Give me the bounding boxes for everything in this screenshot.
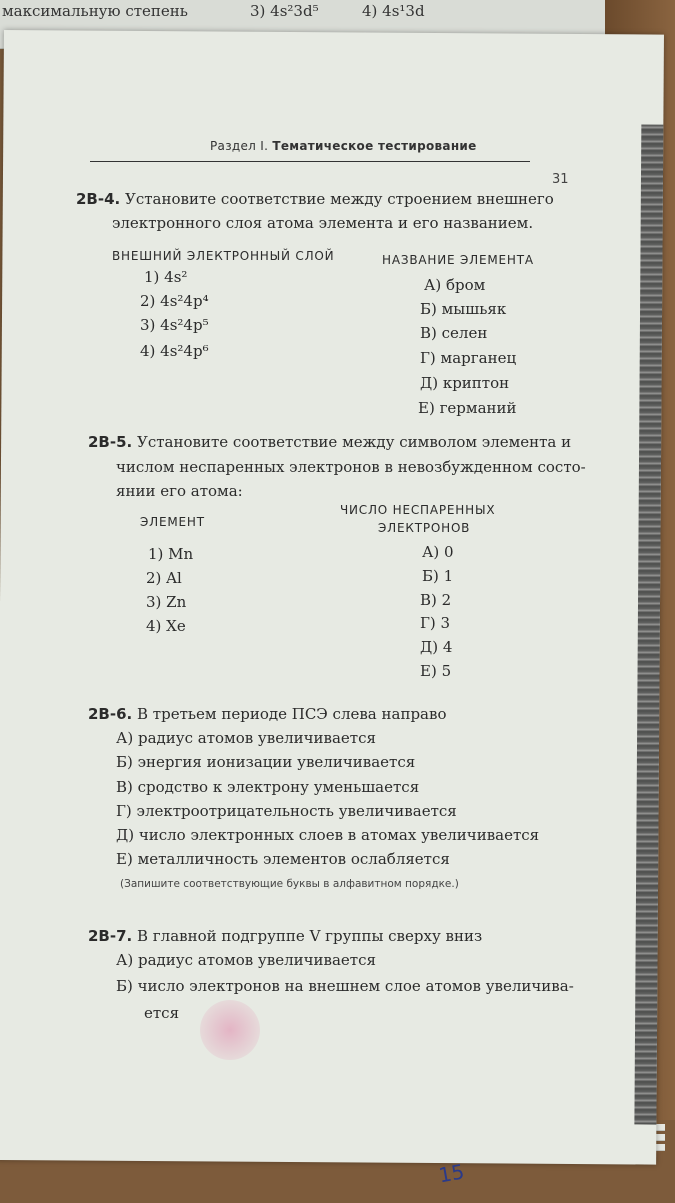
q5-left-4: 4) Xe xyxy=(146,617,186,635)
q7-option-b-cont: ется xyxy=(144,1004,180,1022)
q6-number: 2В-6. xyxy=(88,705,133,723)
q5-line2: числом неспаренных электронов в невозбужденном состо- xyxy=(116,458,586,476)
running-header xyxy=(90,137,530,162)
underlying-text-2: 3) 4s²3d⁵ xyxy=(250,2,319,20)
q7-option-b: Б) число электронов на внешнем слое атомов увеличива- xyxy=(116,977,574,995)
q4-col2-title: НАЗВАНИЕ ЭЛЕМЕНТА xyxy=(382,253,534,267)
q5-col2-title-1: ЧИСЛО НЕСПАРЕННЫХ xyxy=(340,503,496,517)
q4-left-4: 4) 4s²4p⁶ xyxy=(140,342,209,360)
ink-smudge xyxy=(200,1000,260,1060)
q6-line1: 2В-6. В третьем периоде ПСЭ слева направо xyxy=(88,705,447,723)
q4-right-5: Д) криптон xyxy=(420,374,510,392)
q5-right-2: Б) 1 xyxy=(422,567,454,585)
q4-right-4: Г) марганец xyxy=(420,349,517,367)
q5-col1-title: ЭЛЕМЕНТ xyxy=(140,515,205,529)
q5-line1: 2В-5. Установите соответствие между символом элемента и xyxy=(88,433,572,451)
q5-col2-title-2: ЭЛЕКТРОНОВ xyxy=(378,521,471,535)
underlying-text-3: 4) 4s¹3d xyxy=(362,2,425,20)
q6-note: (Запишите соответствующие буквы в алфавитном порядке.) xyxy=(120,878,459,890)
q4-right-1: А) бром xyxy=(424,276,486,294)
q4-line2: электронного слоя атома элемента и его названием. xyxy=(112,214,534,232)
q7-number: 2В-7. xyxy=(88,927,133,945)
q5-right-5: Д) 4 xyxy=(420,638,453,656)
q4-right-6: Е) германий xyxy=(418,399,517,417)
q5-right-4: Г) 3 xyxy=(420,614,451,632)
q6-option-f: Е) металличность элементов ослабляется xyxy=(116,850,450,868)
q4-left-3: 3) 4s²4p⁵ xyxy=(140,316,209,334)
q6-option-b: Б) энергия ионизации увеличивается xyxy=(116,753,416,771)
q4-right-2: Б) мышьяк xyxy=(420,300,507,318)
q7-line1: 2В-7. В главной подгруппе V группы сверху вниз xyxy=(88,927,483,945)
underlying-text-1: максимальную степень xyxy=(2,2,188,20)
q6-option-e: Д) число электронных слоев в атомах увеличивается xyxy=(116,826,540,844)
q4-number: 2В-4. xyxy=(76,190,121,208)
q5-left-1: 1) Mn xyxy=(148,545,194,563)
handwritten-number: 15 xyxy=(436,1159,467,1188)
page-number: 31 xyxy=(552,172,569,187)
q5-right-1: А) 0 xyxy=(422,543,454,561)
q6-option-c: В) сродство к электрону уменьшается xyxy=(116,778,420,796)
header-section: Раздел I. xyxy=(210,139,269,153)
q4-col1-title: ВНЕШНИЙ ЭЛЕКТРОННЫЙ СЛОЙ xyxy=(112,249,335,263)
q5-number: 2В-5. xyxy=(88,433,133,451)
q5-right-3: В) 2 xyxy=(420,591,452,609)
q4-right-3: В) селен xyxy=(420,324,488,342)
q6-option-a: А) радиус атомов увеличивается xyxy=(116,729,376,747)
q4-line1: 2В-4. Установите соответствие между строением внешнего xyxy=(76,190,554,208)
q5-line3: янии его атома: xyxy=(116,482,243,500)
q7-option-a: А) радиус атомов увеличивается xyxy=(116,951,376,969)
q5-left-2: 2) Al xyxy=(146,569,182,587)
q6-option-d: Г) электроотрицательность увеличивается xyxy=(116,802,457,820)
q5-left-3: 3) Zn xyxy=(146,593,187,611)
header-title: Тематическое тестирование xyxy=(272,139,477,153)
q4-left-2: 2) 4s²4p⁴ xyxy=(140,292,209,310)
q4-left-1: 1) 4s² xyxy=(144,268,188,286)
q5-right-6: Е) 5 xyxy=(420,662,452,680)
